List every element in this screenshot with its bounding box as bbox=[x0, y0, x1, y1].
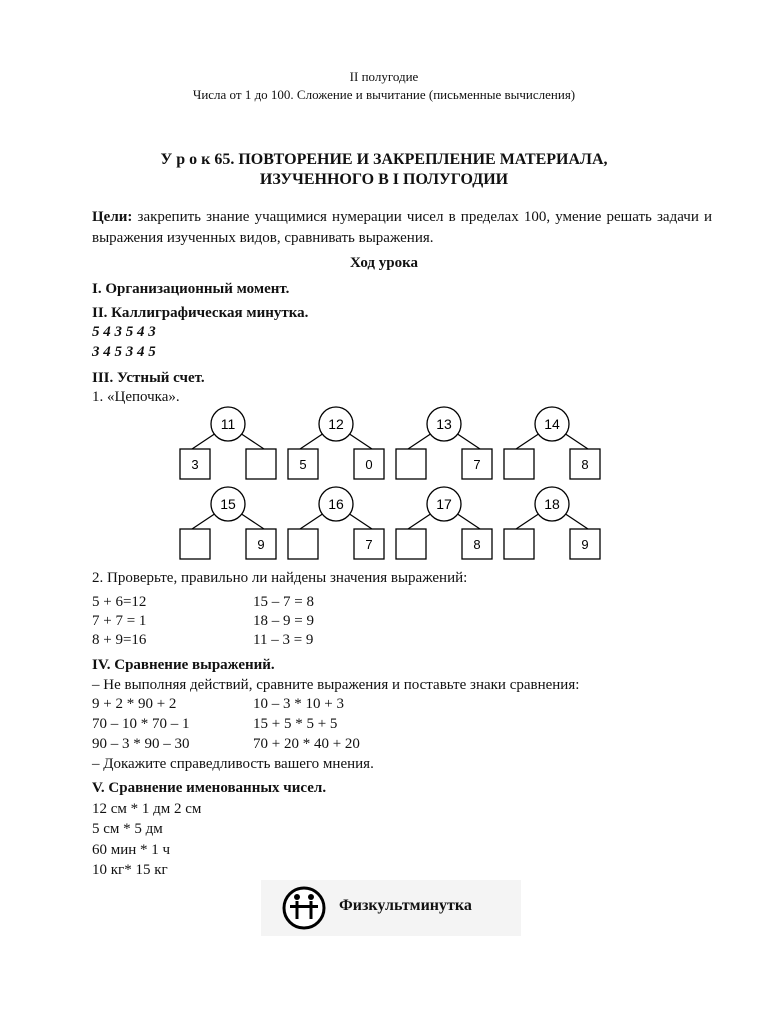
tree-right-number: 8 bbox=[581, 457, 589, 472]
compare-expr-1b: 10 – 3 * 10 + 3 bbox=[253, 696, 344, 712]
named-number-3: 60 мин * 1 ч bbox=[92, 842, 171, 858]
tree-top-number: 12 bbox=[328, 416, 344, 432]
tree-left-box bbox=[504, 529, 534, 559]
two-people-icon bbox=[281, 885, 327, 931]
chain-task-label: 1. «Цепочка». bbox=[92, 389, 180, 405]
lesson-goals bbox=[92, 207, 712, 249]
topic-label: Числа от 1 до 100. Сложение и вычитание (письменные вычисления) bbox=[192, 87, 576, 102]
tree-right-number: 9 bbox=[257, 537, 265, 552]
trees-row-2 bbox=[180, 487, 600, 559]
section-5-heading: V. Сравнение именованных чисел. bbox=[92, 780, 327, 796]
tree-branch-right bbox=[348, 513, 372, 529]
tree-branch-left bbox=[516, 513, 540, 529]
semester-label: II полугодие bbox=[349, 69, 419, 84]
check-expr-3b: 11 – 3 = 9 bbox=[253, 632, 314, 648]
compare-expr-2a: 70 – 10 * 70 – 1 bbox=[92, 716, 190, 732]
tree-branch-right bbox=[456, 433, 480, 449]
check-expr-1a: 5 + 6=12 bbox=[92, 594, 147, 610]
named-number-2: 5 см * 5 дм bbox=[92, 821, 163, 837]
exercise-banner bbox=[261, 880, 521, 936]
tree-branch-left bbox=[192, 433, 216, 449]
tree-right-number: 8 bbox=[473, 537, 481, 552]
tree-left-box bbox=[288, 529, 318, 559]
compare-expr-1a: 9 + 2 * 90 + 2 bbox=[92, 696, 177, 712]
tree-branch-right bbox=[564, 513, 588, 529]
compare-expr-3b: 70 + 20 * 40 + 20 bbox=[253, 736, 360, 752]
tree-top-number: 17 bbox=[436, 496, 452, 512]
tree-left-box bbox=[504, 449, 534, 479]
tree-left-box bbox=[396, 529, 426, 559]
compare-instruction: – Не выполняя действий, сравните выражения и поставьте знаки сравнения: bbox=[92, 677, 580, 693]
check-expr-3a: 8 + 9=16 bbox=[92, 632, 147, 648]
calligraphy-line-2: 3 4 5 3 4 5 bbox=[92, 344, 156, 360]
tree-right-number: 0 bbox=[365, 457, 373, 472]
check-expr-2b: 18 – 9 = 9 bbox=[253, 613, 314, 629]
tree-left-number: 3 bbox=[191, 457, 199, 472]
tree-top-number: 16 bbox=[328, 496, 344, 512]
lesson-title-line1: У р о к 65. ПОВТОРЕНИЕ И ЗАКРЕПЛЕНИЕ МАТЕРИАЛА, bbox=[160, 151, 608, 168]
tree-top-number: 14 bbox=[544, 416, 560, 432]
course-heading: Ход урока bbox=[349, 255, 419, 271]
lesson-title-line2: ИЗУЧЕННОГО В I ПОЛУГОДИИ bbox=[259, 171, 509, 188]
tree-branch-right bbox=[348, 433, 372, 449]
tree-left-box bbox=[396, 449, 426, 479]
number-trees-diagram bbox=[0, 400, 768, 570]
section-3-heading: III. Устный счет. bbox=[92, 370, 205, 386]
tree-branch-left bbox=[192, 513, 216, 529]
tree-left-number: 5 bbox=[299, 457, 307, 472]
compare-expr-2b: 15 + 5 * 5 + 5 bbox=[253, 716, 338, 732]
tree-right-box bbox=[246, 449, 276, 479]
tree-branch-right bbox=[456, 513, 480, 529]
section-2-heading: II. Каллиграфическая минутка. bbox=[92, 305, 309, 321]
tree-branch-left bbox=[408, 433, 432, 449]
tree-top-number: 11 bbox=[220, 416, 236, 432]
section-1-heading: I. Организационный момент. bbox=[92, 281, 290, 297]
compare-expr-3a: 90 – 3 * 90 – 30 bbox=[92, 736, 190, 752]
goals-label: Цели: bbox=[92, 209, 133, 225]
check-task-label: 2. Проверьте, правильно ли найдены значения выражений: bbox=[92, 570, 468, 586]
tree-left-box bbox=[180, 529, 210, 559]
tree-branch-left bbox=[300, 433, 324, 449]
calligraphy-line-1: 5 4 3 5 4 3 bbox=[92, 324, 156, 340]
section-4-heading: IV. Сравнение выражений. bbox=[92, 657, 275, 673]
named-number-1: 12 см * 1 дм 2 см bbox=[92, 801, 202, 817]
prove-instruction: – Докажите справедливость вашего мнения. bbox=[92, 756, 374, 772]
exercise-label: Физкультминутка bbox=[339, 897, 472, 914]
tree-right-number: 9 bbox=[581, 537, 589, 552]
check-expr-2a: 7 + 7 = 1 bbox=[92, 613, 147, 629]
tree-branch-right bbox=[240, 513, 264, 529]
named-number-4: 10 кг* 15 кг bbox=[92, 862, 168, 878]
tree-right-number: 7 bbox=[365, 537, 373, 552]
trees-row-1 bbox=[180, 407, 600, 479]
tree-branch-left bbox=[516, 433, 540, 449]
tree-branch-right bbox=[240, 433, 264, 449]
tree-branch-right bbox=[564, 433, 588, 449]
tree-top-number: 13 bbox=[436, 416, 452, 432]
tree-right-number: 7 bbox=[473, 457, 481, 472]
tree-branch-left bbox=[300, 513, 324, 529]
goals-text: закрепить знание учащимися нумерации чисел в пределах 100, умение решать задачи и выражения изученных видов, сравнивать выражения. bbox=[92, 209, 712, 246]
tree-branch-left bbox=[408, 513, 432, 529]
tree-top-number: 15 bbox=[220, 496, 236, 512]
check-expr-1b: 15 – 7 = 8 bbox=[253, 594, 314, 610]
tree-top-number: 18 bbox=[544, 496, 560, 512]
